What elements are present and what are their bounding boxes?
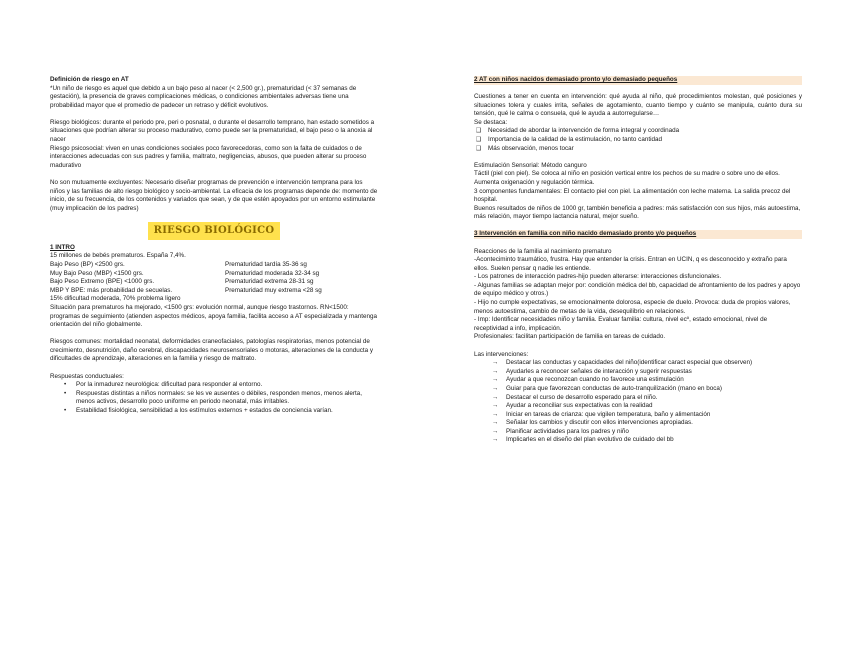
destaca-title: Se destaca: — [474, 118, 508, 126]
arrow-icon: → — [492, 410, 499, 418]
section-2-title: 2 AT con niños nacidos demasiado pronto y/o demasiado pequeños — [474, 76, 802, 85]
list-item-text: Ayudarles a reconocer señales de interacción y sugerir respuestas — [506, 367, 692, 375]
behavioral-responses-title: Respuestas conductuales: — [50, 372, 124, 380]
list-item: ❑ Más observación, menos tocar — [488, 145, 802, 154]
family-reactions-title: Reacciones de la familia al nacimiento prematuro — [474, 247, 612, 255]
definition-text: *Un niño de riesgo es aquel que debido a un bajo peso al nacer (< 2,500 gr.), prematuridad (< 37 semanas de gestación), la presencia de graves complicaciones médicas, o condiciones ambientales adversas tiene una probabilidad mayor que el promedio de padecer un retraso y déficit evolutivos. — [50, 84, 357, 109]
family-reaction-line: -Aconteciminto traumático, frustra. Hay que entender la crisis. Entran en UCIN, q es desconocido y extraño para ellos. Suelen pensar q nadie les entiende. — [474, 256, 787, 272]
list-item — [492, 376, 802, 385]
intro-row — [50, 287, 378, 296]
list-item-text: Guiar para que favorezcan conductas de auto-tranquilización (mano en boca) — [506, 384, 722, 392]
biological-risk-text: Riesgo biológicos: durante el periodo pre, peri o posnatal, o durante el desarrollo temprano, han estado sometidos a situaciones que podrían alterar su proceso madurativo, como puede ser la prematuridad, el bajo peso o la anoxia al nacer — [50, 118, 375, 144]
left-column — [50, 76, 378, 424]
section-3-title: 3 Intervención en familia con niño nacido demasiado pronto y/o pequeños — [474, 230, 802, 239]
intro-row-right: Prematuridad muy extrema <28 sg — [225, 286, 322, 294]
stimulation-results: Buenos resultados de niños de 1000 gr, también beneficia a padres: más satisfacción con sus hijos, más autoestima, más relación, mayor tiempo lactancia natural, mejor sueño. — [474, 204, 801, 221]
list-item-text: Destacar las conductas y capacidades del niño(identificar caract especial que observen) — [506, 359, 753, 367]
intro-row-left: Muy Bajo Peso (MBP) <1500 grs. — [50, 269, 144, 277]
interventions-title: Las intervenciones: — [474, 350, 529, 358]
arrow-icon: → — [492, 419, 499, 427]
list-item — [492, 428, 802, 437]
arrow-icon: → — [492, 402, 499, 410]
psychosocial-risk-text: Riesgo psicosocial: viven en unas condiciones sociales poco favorecedoras, como son la falta de cuidados o de interacciones adecuadas con sus padres y familia, maltrato, negligencias, abusos, que pueden alterar su proceso madurativo — [50, 144, 367, 169]
interventions-list — [474, 359, 802, 445]
arrow-icon: → — [492, 393, 499, 401]
list-item-text: Ayudar a reconciliar sus expectativas con la realidad — [506, 402, 653, 410]
list-item — [492, 402, 802, 411]
intro-row — [50, 261, 378, 270]
family-reaction-line: - Imp: Identificar necesidades niño y familia. Evaluar familia: cultura, nivel ecº, estado emocional, nivel de receptividad a info, implicación. — [474, 316, 768, 332]
list-item-text: Implicarles en el diseño del plan evolutivo de cuidado del bb — [506, 436, 674, 444]
list-item — [492, 419, 802, 428]
arrow-icon: → — [492, 427, 499, 435]
list-item-text: Destacar el curso de desarrollo esperado para el niño. — [506, 393, 658, 401]
list-item: ❑ Necesidad de abordar la intervención de forma integral y coordinada — [488, 127, 802, 136]
list-item: ❑ Importancia de la calidad de la estimulación, no tanto cantidad — [488, 136, 802, 145]
arrow-icon: → — [492, 436, 499, 444]
list-item-text: Ayudar a que reconozcan cuando no favorece una estimulación — [506, 376, 684, 384]
intro-row-right: Prematuridad extrema 28-31 sg — [225, 278, 314, 286]
intro-line: 15% dificultad moderada, 70% problema ligero — [50, 295, 181, 303]
riesgo-biologico-heading: RIESGO BIOLÓGICO — [148, 222, 281, 240]
list-item-text: Señalar los cambios y discutir con ellos intervenciones apropiadas. — [506, 419, 693, 427]
list-item: • Estabilidad fisiológica, sensibilidad a los estímulos externos + estados de conciencia varían. — [76, 407, 378, 416]
destaca-list — [474, 127, 802, 153]
family-reaction-line: Profesionales: facilitan participación de familia en tareas de cuidado. — [474, 333, 666, 341]
intro-millones: 15 millones de bebés prematuros. España 7,4%. — [50, 252, 186, 260]
behavioral-responses-list — [50, 381, 378, 415]
list-item — [492, 359, 802, 368]
arrow-icon: → — [492, 376, 499, 384]
arrow-icon: → — [492, 367, 499, 375]
section-2-intro: Cuestiones a tener en cuenta en intervención: qué ayuda al niño, qué procedimientos molestan, qué posiciones y situaciones tolera y cuales irrita, señales de agotamiento, cuanto tiempo y cuánto se manipula, cuánto dura su tensión, qué le calma o consuela, qué le ayuda a autorregularse… — [474, 93, 802, 118]
non-exclusive-text: No son mutuamente excluyentes: Necesario diseñar programas de prevención e intervención temprana para los niños y las familias de alto riesgo biológico y socio-ambiental. La eficacia de los programas depende de: momento de inicio, de su frecuencia, de los contenidos y variados que sean, y de que estén apoyados por un entorno estimulante (muy implicación de los padres) — [50, 178, 378, 212]
list-item: • Por la inmadurez neurológica: dificultad para responder al entorno. — [76, 381, 378, 390]
family-reaction-line: - Hijo no cumple expectativas, se emocionalmente dolorosa, especie de duelo. Provoca: duda de propios valores, menos autoestima, cambio de metas de la vida, desequilibrio en relaciones. — [474, 299, 791, 315]
list-item-text: Planificar actividades para los padres y niño — [506, 427, 629, 435]
intro-row — [50, 278, 378, 287]
stimulation-title: Estimulación Sensorial: Método canguro — [474, 161, 587, 169]
list-item — [492, 436, 802, 445]
list-item-text: Iniciar en tareas de crianza: que vigilen temperatura, baño y alimentación — [506, 410, 711, 418]
family-reaction-line: - Los patrones de interacción padres-hijo pueden alterarse: interacciones disfuncionales. — [474, 273, 722, 281]
riesgo-biologico-heading-wrap — [50, 222, 378, 240]
intro-row — [50, 270, 378, 279]
intro-row-left: Bajo Peso Extremo (BPE) <1000 grs. — [50, 278, 155, 286]
stimulation-components: 3 componentes fundamentales: El contacto piel con piel. La alimentación con leche materna. La salida precoz del hospital. — [474, 187, 791, 204]
intro-row-left: MBP Y BPE: más probabilidad de secuelas. — [50, 286, 173, 294]
list-item — [492, 394, 802, 403]
intro-line: Situación para prematuros ha mejorado, <1500 grs: evolución normal, aunque riesgo trastornos. RN<1500: programas de seguimiento (atienden aspectos médicos, apoya familia, facilita acceso a AT especializada y mantenga orientación del niño globalmente. — [50, 303, 378, 329]
right-column — [474, 76, 802, 454]
list-item — [492, 385, 802, 394]
intro-row-left: Bajo Peso (BP) <2500 grs. — [50, 261, 125, 268]
definition-title: Definición de riesgo en AT — [50, 76, 129, 83]
list-item — [492, 411, 802, 420]
stimulation-text: Táctil (piel con piel). Se coloca al niño en posición vertical entre los pechos de su madre o sobre uno de ellos. Aumenta oxigenación y regulación térmica. — [474, 170, 780, 186]
family-reaction-line: - Algunas familias se adaptan mejor por: condición médica del bb, capacidad de afrontamiento de los padres y apoyo de equipo médico y otros.) — [474, 281, 801, 298]
arrow-icon: → — [492, 384, 499, 392]
intro-row-right: Prematuridad tardía 35-36 sg — [225, 261, 307, 268]
common-risks-text: Riesgos comunes: mortalidad neonatal, deformidades craneofaciales, patologías respiratorias, menos potencial de crecimiento, desnutrición, daño cerebral, discapacidades neurosensoriales o motoras, alteraciones de la conducta y dificultades de aprendizaje, alteraciones en la familia y riesgo de maltrato. — [50, 338, 374, 363]
list-item — [492, 368, 802, 377]
intro-title: 1 INTRO — [50, 243, 75, 251]
arrow-icon: → — [492, 359, 499, 367]
intro-row-right: Prematuridad moderada 32-34 sg — [225, 269, 320, 277]
list-item: • Respuestas distintas a niños normales: se les ve ausentes o débiles, responden menos, menos alerta, menos activos, desarrollo poco uniforme en periodo neonatal, más irritables. — [76, 390, 378, 407]
